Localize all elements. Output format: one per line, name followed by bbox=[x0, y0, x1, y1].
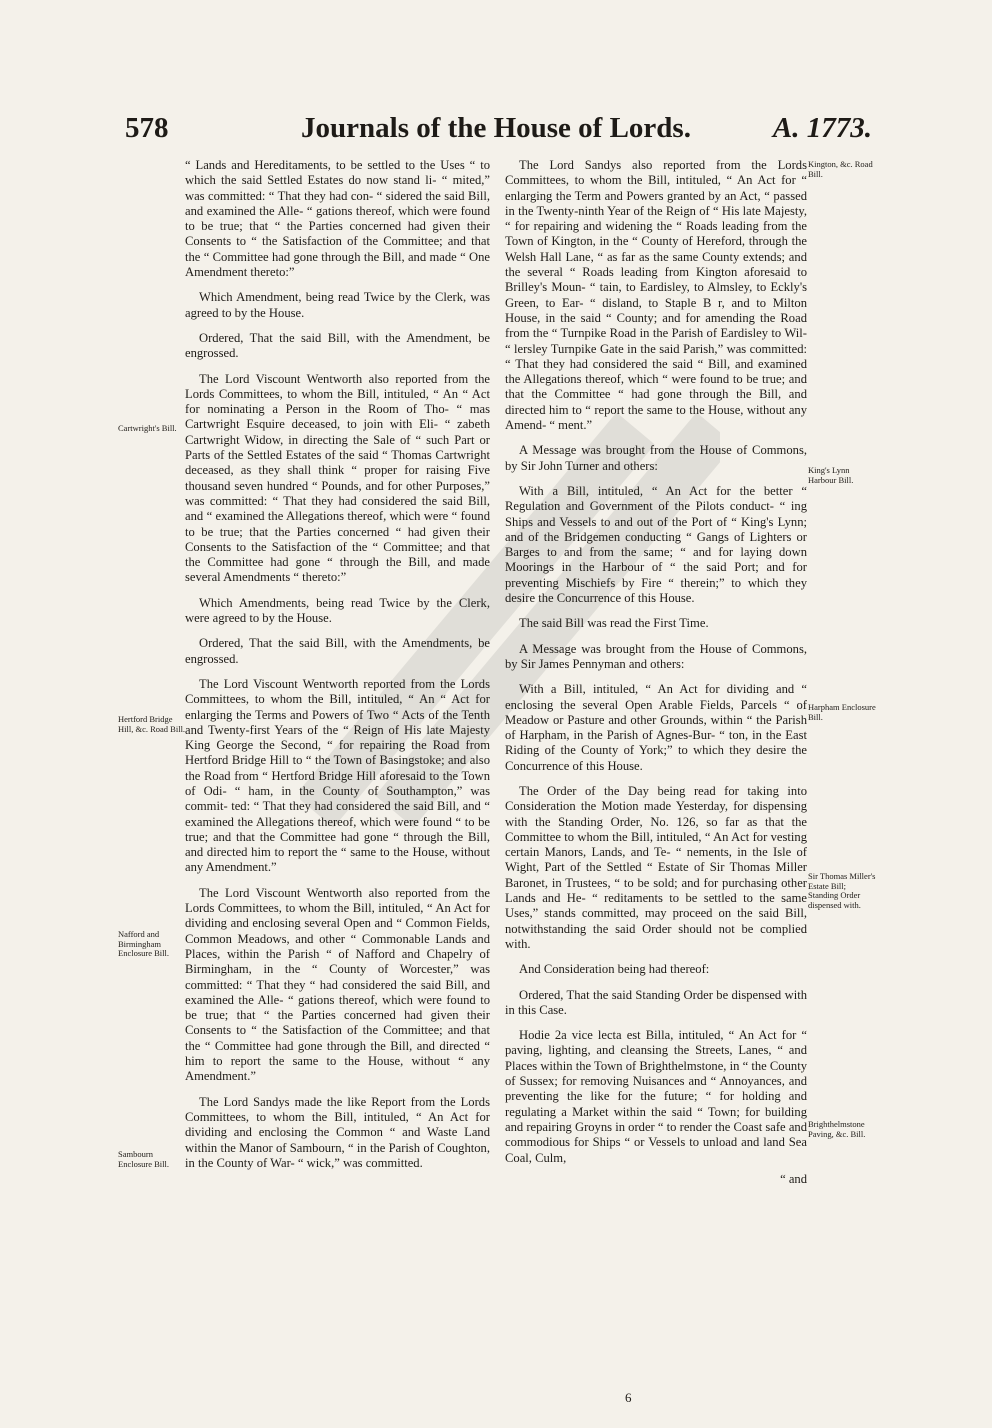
paragraph: The Lord Sandys also reported from the Lords Committees, to whom the Bill, intituled, “ An Act for “ enlarging the Term and Powers granted by an Act, “ passed in the Twenty-ninth Year of the Reign of “ His late Majesty, “ for repairing and widening the “ Roads leading from the Town of Kington, in the “ County of Hereford, through the Welsh Hall Lane, “ as far as the same County extends; and the several “ Roads leading from Kington aforesaid to Brilley's Moun- “ tain, to Eardisley, to Almsley, to Eckly's Green, to Ear- “ disland, to Staple B r, and to Milton House, in the said “ County; and for amending the Road from the “ Turnpike Road in the Parish of Eardisley to Wil- “ lersley Turnpike Gate in the said Parish,” was committed: “ That they had considered the said “ Bill, and examined the Allegations thereof, which “ were found to be true; and that the Committee “ had gone through the Bill, and directed him to “ report the same to the House, without any Amend- “ ment.” bbox=[505, 158, 807, 433]
paragraph: Ordered, That the said Bill, with the Amendments, be engrossed. bbox=[185, 636, 490, 666]
left-column bbox=[185, 158, 490, 1181]
margin-note-harpham: Harpham Enclosure Bill. bbox=[808, 702, 876, 722]
paragraph: The Lord Viscount Wentworth reported from the Lords Committees, to whom the Bill, intituled, “ An “ Act for enlarging the Terms and Powers of Two “ Acts of the Tenth and Twenty-first Years of the “ Reign of His late Majesty King George the Second, “ for repairing the Road from Hertford Bridge Hill to “ the Town of Basingstoke; and also the Road from “ Hertford Bridge Hill aforesaid to the Town of Odi- “ ham, in the County of Southampton,” was commit- ted: “ That they had considered the said Bill, and “ examined the Allegations thereof, which were found “ to be true; and that the Committee had gone “ through the Bill, and directed him to report the “ same to the House, without any Amendment.” bbox=[185, 676, 490, 875]
margin-note-hertford: Hertford Bridge Hill, &c. Road Bill. bbox=[118, 714, 186, 734]
paragraph: A Message was brought from the House of Commons, by Sir James Pennyman and others: bbox=[505, 641, 807, 671]
catchword: “ and bbox=[780, 1171, 807, 1186]
paragraph: The Lord Sandys made the like Report from the Lords Committees, to whom the Bill, intituled, “ An Act for dividing and enclosing the Common “ and Waste Land within the Manor of Sambourn, “ in the Parish of Coughton, in the County of War- “ wick,” was committed. bbox=[185, 1094, 490, 1170]
right-column bbox=[505, 158, 807, 1187]
paragraph: Which Amendments, being read Twice by the Clerk, were agreed to by the House. bbox=[185, 595, 490, 626]
page-header bbox=[0, 112, 992, 156]
paragraph: With a Bill, intituled, “ An Act for the better “ Regulation and Government of the Pilots conduct- “ ing Ships and Vessels to and out of the Port of “ King's Lynn; and of the Bridgemen conducting “ Gangs of Lighters or Barges to and from the same; “ and for laying down Moorings in the Harbour of “ the said Port; and for preventing Mischiefs by Fire “ therein;” to which they desire the Concurrence of this House. bbox=[505, 483, 807, 606]
margin-note-nafford: Nafford and Birmingham Enclosure Bill. bbox=[118, 929, 169, 958]
margin-note-cartwright: Cartwright's Bill. bbox=[118, 423, 177, 433]
margin-note-miller: Sir Thomas Miller's Estate Bill; Standing Order dispensed with. bbox=[808, 871, 876, 910]
margin-note-brighthelmstone: Brighthelmstone Paving, &c. Bill. bbox=[808, 1119, 866, 1139]
paragraph: With a Bill, intituled, “ An Act for dividing and “ enclosing the several Open Arable Fields, Parcels “ of Meadow or Pasture and other Grounds, within “ the Parish of Harpham, in the Parish of Agnes-Bur- “ ton, in the East Riding of the County of York;” to which they desire the Concurrence of this House. bbox=[505, 682, 807, 773]
paragraph: Ordered, That the said Bill, with the Amendment, be engrossed. bbox=[185, 330, 490, 361]
paragraph: The said Bill was read the First Time. bbox=[519, 616, 709, 631]
paragraph: The Lord Viscount Wentworth also reported from the Lords Committees, to whom the Bill, intituled, “ An Act for dividing and enclosing several Open and “ Common Fields, Common Meadows, and other “ Commonable Lands and Places, within the Parish “ of Nafford and Chapelry of Birmingham, in the “ County of Worcester,” was committed: “ That they “ had considered the said Bill, and examined the Alle- “ gations thereof, which were found to be true; that “ the Parties concerned had given their Consents to “ the Satisfaction of the Committee; and that the “ Committee had gone through the Bill, and directed “ him to report the same to the House, without “ any Amendment.” bbox=[185, 885, 490, 1084]
paragraph: Hodie 2a vice lecta est Billa, intituled, “ An Act for “ paving, lighting, and cleansing the Streets, Lanes, “ and Places within the Town of Brighthelmstone, in “ the County of Sussex; for removing Nuisances and “ Annoyances, and preventing the like for the future; “ for holding and regulating a Market within the said “ Town; for building and repairing Groyns in order “ to render the Coast safe and commodious for Ships “ or Vessels to unload and land Sea Coal, Culm, bbox=[505, 1028, 807, 1165]
paragraph: Which Amendment, being read Twice by the Clerk, was agreed to by the House. bbox=[185, 290, 490, 320]
paragraph: “ Lands and Hereditaments, to be settled to the Uses “ to which the said Settled Estates do now stand li- “ mited,” was committed: “ That they had con- “ sidered the said Bill, and examined the Alle- “ gations thereof, which were found to be true; that “ the Parties concerned had given their Consents to “ the Satisfaction of the Committee; and that the “ Committee had gone through the Bill, and made “ One Amendment thereto:” bbox=[185, 158, 490, 280]
margin-note-kington: Kington, &c. Road Bill. bbox=[808, 159, 873, 179]
paragraph: Ordered, That the said Standing Order be dispensed with in this Case. bbox=[505, 987, 807, 1017]
paragraph: The Lord Viscount Wentworth also reported from the Lords Committees, to whom the Bill, intituled, “ An “ Act for nominating a Person in the Room of Tho- “ mas Cartwright Esquire deceased, to join with Eli- “ zabeth Cartwright Widow, in directing the Sale of “ such Part or Parts of the Settled Estates of the said “ Thomas Cartwright deceased, as they shall think “ proper for raising Five thousand seven hundred “ Pounds, and for other Purposes,” was committed: “ That they had considered the said Bill, and “ examined the Allegations thereof, which were “ found to be true; that the Parties concerned “ had given their Consents to the Satisfaction of the “ Committee; and that the Committee had gone “ through the Bill, and made several Amendments “ thereto:” bbox=[185, 371, 490, 585]
journal-title: Journals of the House of Lords. bbox=[301, 112, 691, 144]
year-label: A. 1773. bbox=[772, 112, 872, 144]
margin-note-kings-lynn: King's Lynn Harbour Bill. bbox=[808, 465, 854, 485]
page-number: 578 bbox=[125, 112, 169, 144]
paragraph: A Message was brought from the House of Commons, by Sir John Turner and others: bbox=[505, 443, 807, 473]
paragraph: The Order of the Day being read for taking into Consideration the Motion made Yesterday, for dispensing with the Standing Order, No. 126, so far as that the Committee to whom the Bill, intituled, “ An Act for vesting certain Manors, Lands, and Te- “ nements, in the Isle of Wight, Part of the Settled “ Estate of Sir Thomas Miller Baronet, in Trustees, “ to be sold; and for purchasing other Lands and He- “ reditaments to be settled to the same Uses,” stands committed, may proceed on the said Bill, notwithstanding the said Order should not be complied with. bbox=[505, 783, 807, 951]
paragraph: And Consideration being had thereof: bbox=[519, 962, 710, 977]
margin-note-sambourn: Sambourn Enclosure Bill. bbox=[118, 1149, 169, 1169]
signature-mark: 6 bbox=[625, 1390, 632, 1405]
